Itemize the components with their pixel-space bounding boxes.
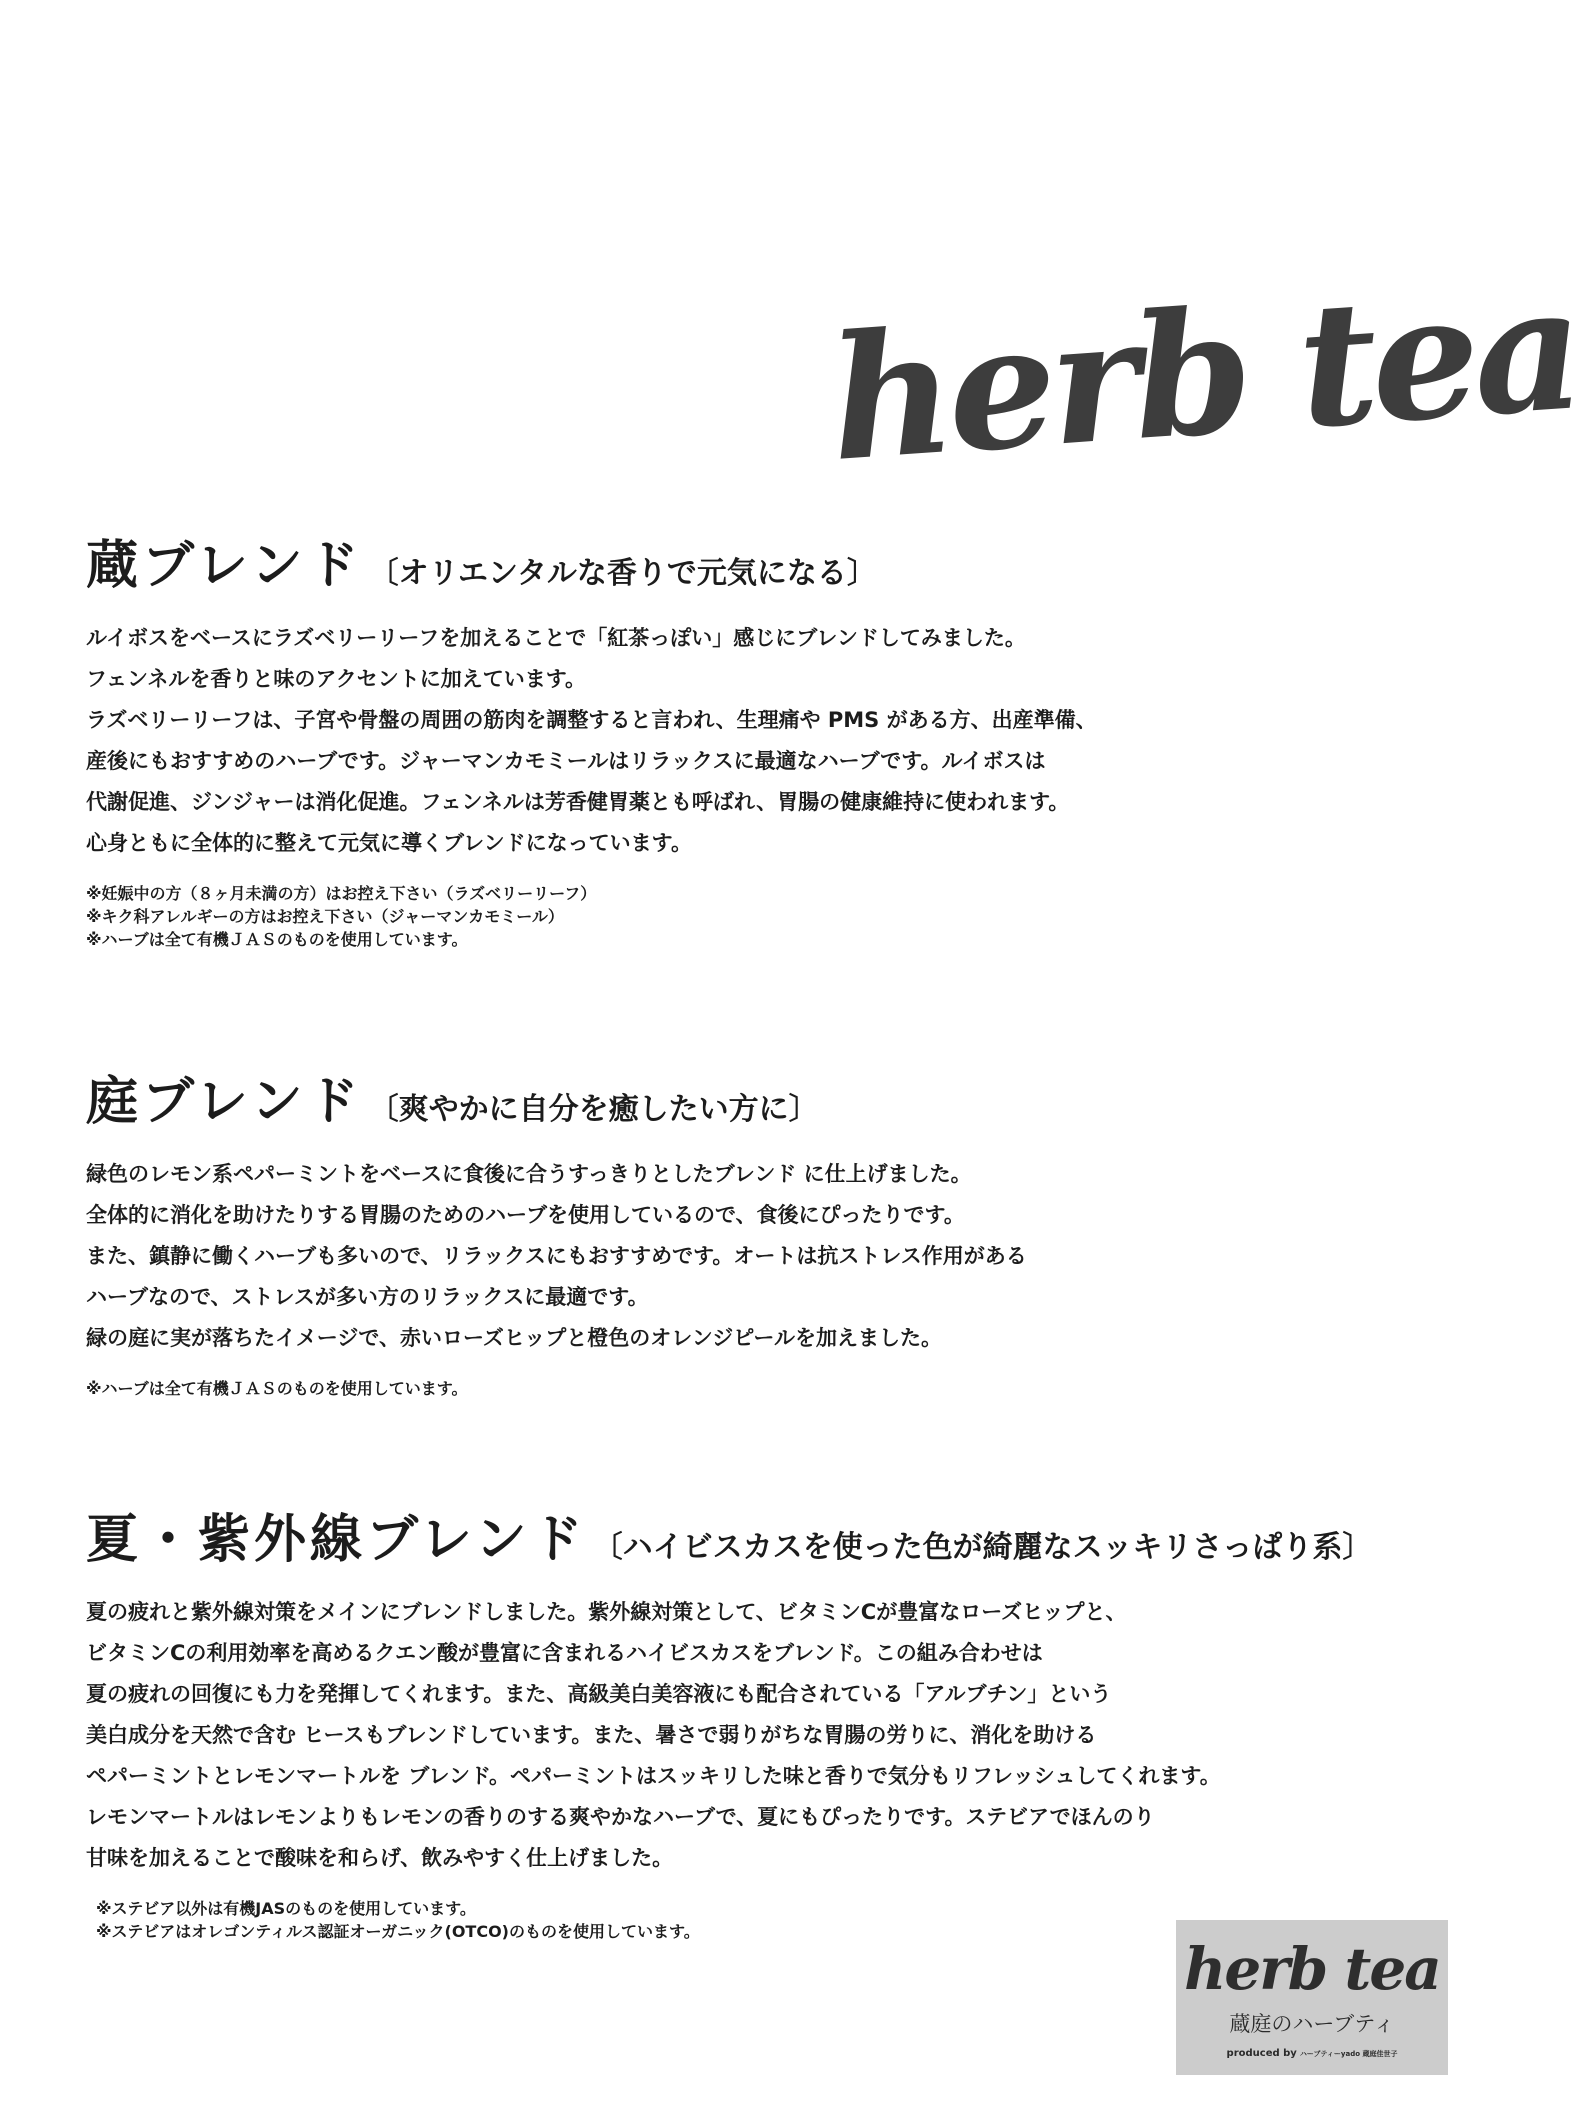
herb-tea-logo: herb tea (823, 248, 1585, 500)
section-body (86, 1592, 1446, 1879)
note-line: ※ステビア以外は有機JASのものを使用しています。 (96, 1899, 476, 1918)
section-title: 蔵ブレンド (86, 536, 363, 596)
body-line: また、鎮静に働くハーブも多いので、リラックスにもおすすめです。オートは抗ストレス作用がある (86, 1244, 1027, 1268)
section-notes (86, 882, 1446, 951)
brand-credit (1176, 2048, 1448, 2059)
body-line: ペパーミントとレモンマートルを ブレンド。ペパーミントはスッキリした味と香りで気分もリフレッシュしてくれます。 (86, 1764, 1221, 1788)
body-line: 夏の疲れの回復にも力を発揮してくれます。また、高級美白美容液にも配合されている「アルブチン」という (86, 1682, 1112, 1706)
section-notes (86, 1377, 1446, 1400)
body-line: 全体的に消化を助けたりする胃腸のためのハーブを使用しているので、食後にぴったりです。 (86, 1203, 965, 1227)
section-subtitle: 〔オリエンタルな香りで元気になる〕 (368, 556, 877, 591)
section-kura-blend (86, 536, 1446, 951)
body-line: 緑の庭に実が落ちたイメージで、赤いローズヒップと橙色のオレンジピールを加えました。 (86, 1326, 942, 1350)
brand-logo: herb tea (1184, 1935, 1440, 2003)
section-body (86, 618, 1446, 864)
section-heading (86, 1510, 1446, 1570)
brand-name: 蔵庭のハーブティ (1229, 2012, 1395, 2036)
section-title: 夏・紫外線ブレンド (86, 1510, 587, 1570)
note-line: ※キク科アレルギーの方はお控え下さい（ジャーマンカモミール） (86, 907, 564, 926)
body-line: 美白成分を天然で含む ヒースもブレンドしています。また、暑さで弱りがちな胃腸の労りに、消化を助ける (86, 1723, 1097, 1747)
body-line: ハーブなので、ストレスが多い方のリラックスに最適です。 (86, 1285, 649, 1309)
body-line: 代謝促進、ジンジャーは消化促進。フェンネルは芳香健胃薬とも呼ばれ、胃腸の健康維持に使われます。 (86, 790, 1070, 814)
produced-by-label: produced by (1226, 2048, 1297, 2059)
section-heading (86, 536, 1446, 596)
note-line: ※ハーブは全て有機ＪＡＳのものを使用しています。 (86, 1379, 468, 1398)
section-summer-uv-blend (86, 1510, 1446, 1943)
body-line: 甘味を加えることで酸味を和らげ、飲みやすく仕上げました。 (86, 1846, 674, 1870)
body-line: 産後にもおすすめのハーブです。ジャーマンカモミールはリラックスに最適なハーブです。ルイボスは (86, 749, 1046, 773)
section-heading (86, 1072, 1446, 1132)
note-line: ※妊娠中の方（８ヶ月未満の方）はお控え下さい（ラズベリーリーフ） (86, 884, 597, 903)
note-line: ※ハーブは全て有機ＪＡＳのものを使用しています。 (86, 930, 468, 949)
body-line: ビタミンCの利用効率を高めるクエン酸が豊富に含まれるハイビスカスをブレンド。この組み合わせは (86, 1641, 1043, 1665)
body-line: フェンネルを香りと味のアクセントに加えています。 (86, 667, 587, 691)
body-line: 夏の疲れと紫外線対策をメインにブレンドしました。紫外線対策として、ビタミンCが豊富なローズヒップと、 (86, 1600, 1127, 1624)
note-line: ※ステビアはオレゴンティルス認証オーガニック(OTCO)のものを使用しています。 (96, 1922, 700, 1941)
section-title: 庭ブレンド (86, 1072, 363, 1132)
section-subtitle: 〔爽やかに自分を癒したい方に〕 (368, 1092, 819, 1127)
body-line: ラズベリーリーフは、子宮や骨盤の周囲の筋肉を調整すると言われ、生理痛や PMS がある方、出産準備、 (86, 708, 1097, 732)
producer-name: ハーブティーyado 蔵庭佳世子 (1299, 2050, 1398, 2058)
body-line: レモンマートルはレモンよりもレモンの香りのする爽やかなハーブで、夏にもぴったりです。ステビアでほんのり (86, 1805, 1155, 1829)
body-line: ルイボスをベースにラズベリーリーフを加えることで「紅茶っぽい」感じにブレンドしてみました。 (86, 626, 1026, 650)
section-subtitle: 〔ハイビスカスを使った色が綺麗なスッキリさっぱり系〕 (592, 1530, 1373, 1565)
body-line: 心身ともに全体的に整えて元気に導くブレンドになっています。 (86, 831, 692, 855)
brand-box (1176, 1920, 1448, 2075)
body-line: 緑色のレモン系ペパーミントをベースに食後に合うすっきりとしたブレンド に仕上げました。 (86, 1162, 972, 1186)
section-niwa-blend (86, 1072, 1446, 1400)
section-body (86, 1154, 1446, 1359)
